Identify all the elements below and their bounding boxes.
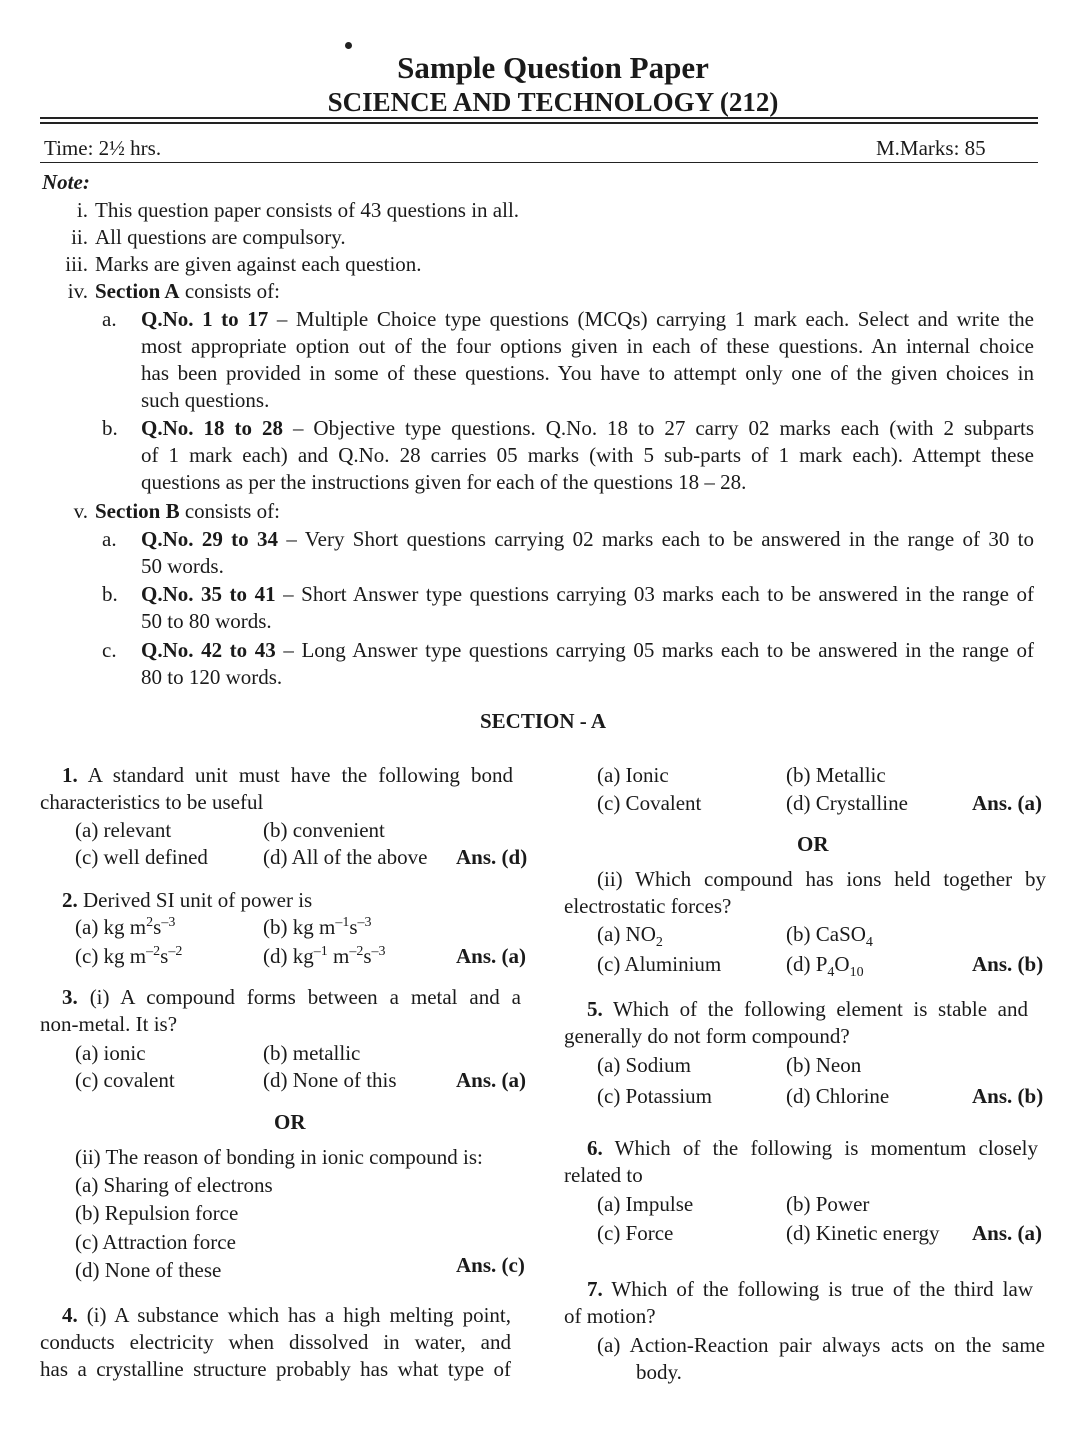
note-text: Marks are given against each question.: [95, 252, 422, 276]
option-c: (c) Potassium: [597, 1084, 712, 1108]
question-line: has a crystalline structure probably has what type of: [40, 1357, 511, 1381]
superscript: –2: [168, 944, 183, 959]
para-line: 50 words.: [141, 554, 224, 578]
para-text: – Long Answer type questions carrying 05 marks each to be answered in the range of: [275, 638, 1034, 662]
option-a: (a) Sodium: [597, 1053, 691, 1077]
option-a: (a) Impulse: [597, 1192, 694, 1216]
answer-label: Ans. (b): [972, 952, 1044, 976]
subscript: 2: [655, 935, 663, 951]
unit-text: (d) kg: [263, 944, 314, 968]
option-c: [75, 943, 182, 970]
option-c: (c) Attraction force: [75, 1230, 236, 1254]
option-d: (d) Crystalline: [786, 791, 908, 815]
formula-text: (b) CaSO: [786, 922, 866, 946]
superscript: –1: [335, 915, 350, 930]
superscript: 2: [146, 915, 154, 930]
question-text: (i) A substance which has a high melting point,: [86, 1303, 512, 1327]
option-b: (b) Repulsion force: [75, 1201, 239, 1225]
question-line: generally do not form compound?: [564, 1024, 850, 1048]
option-c: (c) well defined: [75, 845, 208, 869]
option-c: (c) covalent: [75, 1068, 175, 1092]
question-5: [564, 996, 1028, 1050]
para-text: – Short Answer type questions carrying 03 marks each to be answered in the range of: [275, 582, 1034, 606]
question-text: Which of the following is momentum closely: [614, 1136, 1039, 1160]
para-line: [141, 306, 1034, 333]
note-paragraph: [141, 637, 1034, 691]
time-label: Time: 2½ hrs.: [44, 136, 162, 160]
header-rule-bottom: [40, 162, 1038, 163]
option-a: [597, 1332, 1045, 1386]
bullet-dot: [345, 42, 352, 49]
unit-text: s: [349, 915, 358, 939]
question-number: 1.: [62, 763, 78, 787]
note-paragraph: [141, 581, 1034, 635]
formula-text: O: [834, 952, 850, 976]
unit-text: s: [363, 944, 372, 968]
option-a: [75, 914, 175, 941]
question-line: conducts electricity when dissolved in water, and: [40, 1330, 511, 1354]
para-line: [141, 415, 1034, 442]
question-1: [40, 762, 513, 816]
superscript: –3: [161, 915, 176, 930]
option-d: [786, 951, 864, 981]
question-line: characteristics to be useful: [40, 790, 264, 814]
option-c: (c) Aluminium: [597, 952, 722, 976]
answer-label: Ans. (c): [456, 1253, 525, 1277]
question-4-ii: [564, 866, 1046, 920]
sub-letter: a.: [102, 527, 117, 551]
question-number: 6.: [587, 1136, 603, 1160]
subtitle-text: SCIENCE AND TECHNOLOGY (212): [327, 87, 779, 117]
para-line: has been provided in some of these questions. You have to attempt only one of the given choices in: [141, 361, 1034, 385]
unit-text: (c) kg m: [75, 944, 147, 968]
question-number: 2.: [62, 888, 78, 912]
para-text: – Multiple Choice type questions (MCQs) carrying 1 mark each. Select and write the: [268, 307, 1034, 331]
para-line: such questions.: [141, 388, 270, 412]
question-number: 3.: [62, 985, 78, 1009]
option-a: (a) Sharing of electrons: [75, 1173, 273, 1197]
question-line: of motion?: [564, 1304, 656, 1328]
para-line: 50 to 80 words.: [141, 609, 272, 633]
option-b: (b) Metallic: [786, 763, 886, 787]
note-text: [95, 498, 280, 525]
superscript: –2: [349, 944, 364, 959]
note-text: This question paper consists of 43 questions in all.: [95, 198, 520, 222]
sub-letter: c.: [102, 638, 117, 662]
option-b: [263, 914, 372, 941]
para-line: [141, 526, 1034, 553]
answer-label: Ans. (a): [456, 944, 527, 968]
option-b: (b) metallic: [263, 1041, 361, 1065]
answer-label: Ans. (a): [456, 1068, 527, 1092]
note-num: iii.: [65, 252, 88, 276]
answer-label: Ans. (b): [972, 1084, 1044, 1108]
question-text: A standard unit must have the following bond: [87, 763, 514, 787]
sub-letter: a.: [102, 307, 117, 331]
unit-text: s: [160, 944, 169, 968]
note-paragraph: [141, 306, 1034, 414]
superscript: –1: [313, 944, 328, 959]
superscript: –3: [357, 915, 372, 930]
option-b: (b) Neon: [786, 1053, 862, 1077]
note-paragraph: [141, 415, 1034, 496]
question-text: Which of the following element is stable and: [613, 997, 1028, 1021]
formula-text: (a) NO: [597, 922, 656, 946]
option-d: (d) Chlorine: [786, 1084, 890, 1108]
para-line: most appropriate option out of the four options given in each of these questions. An internal choice: [141, 334, 1034, 358]
note-num: iv.: [67, 279, 88, 303]
note-num: ii.: [71, 225, 88, 249]
answer-label: Ans. (a): [972, 791, 1043, 815]
superscript: –3: [371, 944, 386, 959]
option-a: (a) Ionic: [597, 763, 669, 787]
paper-title: Sample Question Paper: [397, 50, 709, 85]
or-label: OR: [274, 1110, 306, 1134]
option-d: [263, 943, 386, 970]
header-rule-top: [40, 117, 1038, 119]
question-6: [564, 1135, 1038, 1189]
question-line: non-metal. It is?: [40, 1012, 178, 1036]
unit-text: (a) kg m: [75, 915, 147, 939]
option-c: (c) Force: [597, 1221, 674, 1245]
or-label: OR: [797, 832, 829, 856]
sub-question: (ii) The reason of bonding in ionic compound is:: [75, 1145, 483, 1169]
max-marks-label: M.Marks: 85: [876, 136, 986, 160]
question-text: Derived SI unit of power is: [83, 888, 313, 912]
question-line: [40, 762, 513, 789]
para-line: [141, 637, 1034, 664]
header-rule-second: [40, 122, 1038, 124]
section-heading: SECTION - A: [479, 709, 607, 733]
option-b: [786, 921, 873, 951]
para-text: – Very Short questions carrying 02 marks each to be answered in the range of 30 to: [278, 527, 1035, 551]
question-text: (i) A compound forms between a metal and a: [89, 985, 522, 1009]
paper-subtitle: [0, 86, 1086, 118]
option-a: (a) relevant: [75, 818, 172, 842]
para-line: questions as per the instructions given for each of the questions 18 – 28.: [141, 470, 747, 494]
note-bold: Section B: [95, 499, 180, 523]
unit-text: m: [327, 944, 350, 968]
question-text: Which of the following is true of the third law: [611, 1277, 1034, 1301]
option-b: (b) convenient: [263, 818, 385, 842]
para-bold: Q.No. 35 to 41: [141, 582, 276, 606]
question-line: [564, 1276, 1033, 1303]
option-line: (a) Action-Reaction pair always acts on the same: [597, 1333, 1045, 1357]
question-number: 4.: [62, 1303, 78, 1327]
note-num: v.: [73, 499, 88, 523]
sub-letter: b.: [102, 582, 118, 606]
note-text: [95, 278, 280, 305]
option-c: (c) Covalent: [597, 791, 702, 815]
question-number: 7.: [587, 1277, 603, 1301]
note-rest: consists of:: [179, 499, 280, 523]
option-d: (d) None of these: [75, 1258, 222, 1282]
note-paragraph: [141, 526, 1034, 580]
note-label: Note:: [42, 170, 90, 194]
question-line: related to: [564, 1163, 643, 1187]
para-bold: Q.No. 1 to 17: [141, 307, 269, 331]
question-line: [564, 996, 1028, 1023]
superscript: –2: [146, 944, 161, 959]
para-text: – Objective type questions. Q.No. 18 to 27 carry 02 marks each (with 2 subparts: [282, 416, 1034, 440]
answer-label: Ans. (d): [456, 845, 528, 869]
para-bold: Q.No. 18 to 28: [141, 416, 283, 440]
unit-text: (b) kg m: [263, 915, 336, 939]
para-bold: Q.No. 29 to 34: [141, 527, 279, 551]
question-line: (ii) Which compound has ions held together by: [597, 867, 1046, 891]
formula-text: (d) P: [786, 952, 828, 976]
note-rest: consists of:: [179, 279, 280, 303]
option-d: (d) None of this: [263, 1068, 397, 1092]
subscript: 4: [827, 965, 835, 981]
question-line: [564, 1135, 1038, 1162]
option-d: (d) Kinetic energy: [786, 1221, 940, 1245]
para-line: [141, 581, 1034, 608]
answer-label: Ans. (a): [972, 1221, 1043, 1245]
question-line: [40, 984, 521, 1011]
note-bold: Section A: [95, 279, 180, 303]
question-line: [40, 1302, 511, 1329]
question-line: electrostatic forces?: [564, 894, 732, 918]
option-a: (a) ionic: [75, 1041, 146, 1065]
question-2: [62, 887, 312, 914]
option-a: [597, 921, 663, 951]
sub-letter: b.: [102, 416, 118, 440]
para-line: of 1 mark each) and Q.No. 28 carries 05 marks (with 5 sub-parts of 1 mark each). Attempt these: [141, 443, 1034, 467]
option-line: body.: [636, 1360, 682, 1384]
subscript: 10: [849, 965, 864, 981]
question-4: [40, 1302, 511, 1383]
para-line: 80 to 120 words.: [141, 665, 283, 689]
question-3: [40, 984, 521, 1038]
question-7: [564, 1276, 1033, 1330]
subscript: 4: [865, 935, 873, 951]
question-number: 5.: [587, 997, 603, 1021]
option-d: (d) All of the above: [263, 845, 428, 869]
note-text: All questions are compulsory.: [95, 225, 346, 249]
note-num: i.: [76, 198, 88, 222]
unit-text: s: [153, 915, 162, 939]
para-bold: Q.No. 42 to 43: [141, 638, 276, 662]
option-b: (b) Power: [786, 1192, 870, 1216]
